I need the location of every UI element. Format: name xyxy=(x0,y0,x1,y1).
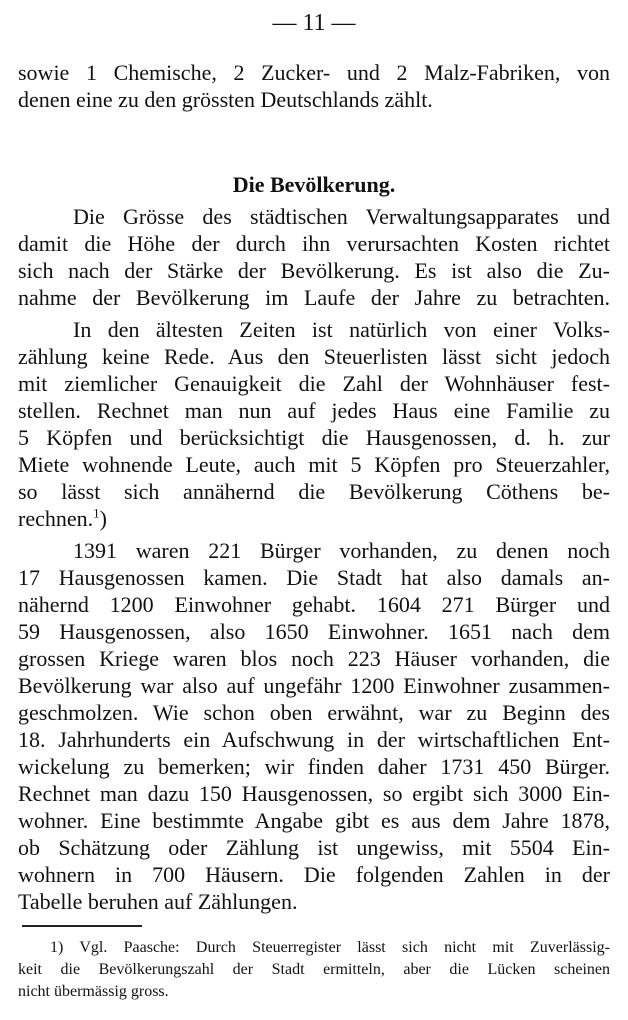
text-line: grossen Kriege waren blos noch 223 Häuser vorhanden, die xyxy=(18,646,610,671)
footnote-line: keit die Bevölkerungszahl der Stadt ermitteln, aber die Lücken scheinen xyxy=(18,961,610,978)
text-line: wohnern in 700 Häusern. Die folgenden Zahlen in der xyxy=(18,862,610,887)
text-fragment: rechnen. xyxy=(18,506,94,531)
text-line: so lässt sich annähernd die Bevölkerung Cöthens be- xyxy=(18,479,610,504)
text-line: Tabelle beruhen auf Zählungen. xyxy=(18,889,298,914)
text-line: ob Schätzung oder Zählung ist ungewiss, mit 5504 Ein- xyxy=(18,835,610,860)
text-line: Bevölkerung war also auf ungefähr 1200 Einwohner zusammen- xyxy=(18,673,610,698)
text-line: geschmolzen. Wie schon oben erwähnt, war zu Beginn des xyxy=(18,700,610,725)
text-line: sich nach der Stärke der Bevölkerung. Es ist also die Zu- xyxy=(18,258,610,283)
text-line: 17 Hausgenossen kamen. Die Stadt hat also damals an- xyxy=(18,565,610,590)
text-line: wohner. Eine bestimmte Angabe gibt es aus dem Jahre 1878, xyxy=(18,808,610,833)
section-heading: Die Bevölkerung. xyxy=(232,172,396,197)
text-line: damit die Höhe der durch ihn verursachten Kosten richtet xyxy=(18,231,610,256)
text-line: 5 Köpfen und berücksichtigt die Hausgenossen, d. h. zur xyxy=(18,425,610,450)
text-line: Die Grösse des städtischen Verwaltungsapparates und xyxy=(73,204,610,229)
text-fragment: ) xyxy=(99,506,107,531)
text-line: denen eine zu den grössten Deutschlands zählt. xyxy=(18,87,433,112)
text-line: stellen. Rechnet man nun auf jedes Haus eine Familie zu xyxy=(18,398,610,423)
text-line: 1391 waren 221 Bürger vorhanden, zu denen noch xyxy=(73,538,610,563)
footnote-line: nicht übermässig gross. xyxy=(18,983,169,1000)
text-line: nähernd 1200 Einwohner gehabt. 1604 271 Bürger und xyxy=(18,592,610,617)
page-number: — 11 — xyxy=(272,10,356,36)
text-line: sowie 1 Chemische, 2 Zucker- und 2 Malz-Fabriken, von xyxy=(18,60,610,85)
text-line: Miete wohnende Leute, auch mit 5 Köpfen pro Steuerzahler, xyxy=(18,452,610,477)
text-line: zählung keine Rede. Aus den Steuerlisten lässt sicht jedoch xyxy=(18,344,610,369)
text-line: In den ältesten Zeiten ist natürlich von einer Volks- xyxy=(73,317,610,342)
text-line: wickelung zu bemerken; wir finden daher 1731 450 Bürger. xyxy=(18,754,610,779)
text-line: 59 Hausgenossen, also 1650 Einwohner. 1651 nach dem xyxy=(18,619,610,644)
footnote-divider xyxy=(22,925,142,927)
text-line xyxy=(18,505,610,532)
text-line: Rechnet man dazu 150 Hausgenossen, so ergibt sich 3000 Ein- xyxy=(18,781,610,806)
text-line: nahme der Bevölkerung im Laufe der Jahre zu betrachten. xyxy=(18,285,610,310)
footnote-line: 1) Vgl. Paasche: Durch Steuerregister lässt sich nicht mit Zuverlässig- xyxy=(50,939,610,956)
footnote-reference: 1 xyxy=(93,505,100,521)
text-line: 18. Jahrhunderts ein Aufschwung in der wirtschaftlichen Ent- xyxy=(18,727,610,752)
text-line: mit ziemlicher Genauigkeit die Zahl der Wohnhäuser fest- xyxy=(18,371,610,396)
